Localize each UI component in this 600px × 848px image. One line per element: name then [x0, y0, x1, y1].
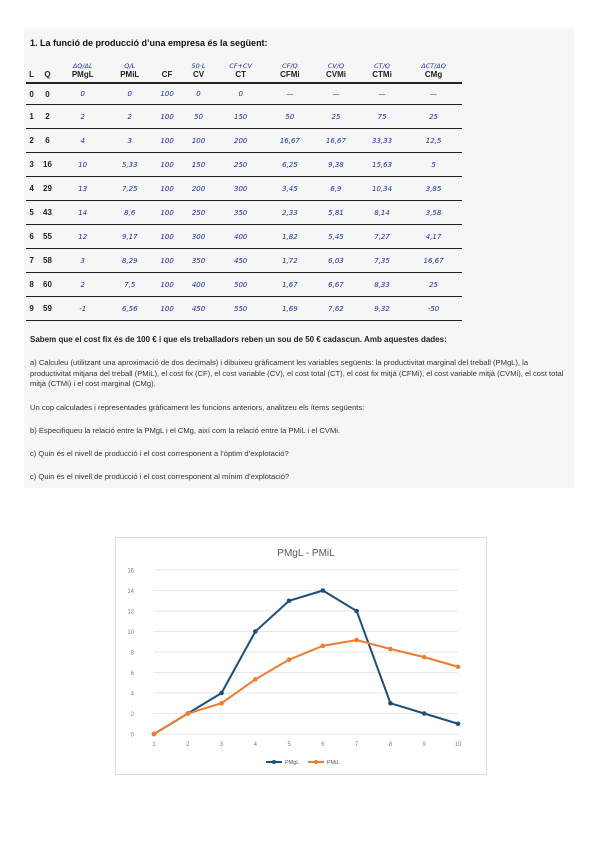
cell-value: 100: [160, 90, 174, 98]
cell-value: 2: [80, 112, 85, 121]
data-point-pmgl: [219, 691, 224, 696]
cell-value: 16,67: [325, 136, 346, 145]
cell-value: 3,85: [425, 184, 442, 193]
cell-value: 5,45: [328, 232, 344, 241]
cell-value: 2: [80, 280, 85, 289]
cell-value: 350: [234, 208, 248, 217]
cell-value: 100: [160, 184, 174, 193]
cell-value: 7,35: [374, 256, 390, 265]
data-point-pmil: [354, 638, 359, 643]
cell-value: 12,5: [425, 136, 442, 145]
cell-value: 50: [285, 112, 295, 121]
cell-value: 6,9: [330, 184, 342, 193]
cell-l: 2: [29, 136, 34, 145]
cell-q: 60: [43, 280, 52, 289]
x-tick-label: 1: [152, 742, 156, 748]
cell-value: 75: [377, 112, 387, 121]
cell-value: 7,62: [328, 304, 344, 313]
data-point-pmgl: [287, 598, 292, 603]
cell-value: 3,45: [282, 184, 298, 193]
header-note: 50·L: [191, 62, 206, 70]
cell-value: -1: [79, 304, 87, 313]
cell-value: 33,33: [372, 136, 393, 145]
cell-value: 500: [234, 280, 248, 289]
header-note: ΔCT/ΔQ: [421, 62, 446, 70]
cell-value: 100: [160, 136, 174, 145]
data-point-pmgl: [456, 721, 461, 726]
cell-value: 25: [331, 112, 341, 121]
cell-value: 10,34: [372, 184, 393, 193]
cell-l: 4: [29, 184, 34, 193]
question-c-minimum: c) Quin és el nivell de producció i el cost corresponent al mínim d’explotació?: [30, 472, 290, 481]
cell-l: 9: [29, 304, 34, 313]
question-c-optimum: c) Quin és el nivell de producció i el cost corresponent a l’òptim d’explotació?: [30, 449, 289, 458]
cell-value: 1,67: [282, 280, 298, 289]
cell-value: 200: [191, 184, 206, 193]
data-point-pmgl: [253, 629, 258, 634]
cell-l: 7: [29, 256, 34, 265]
cell-value: 6,25: [282, 160, 298, 169]
cell-value: 9,17: [121, 232, 138, 241]
header-label: PMiL: [120, 70, 140, 79]
header-pmgl: [58, 50, 108, 83]
header-label: PMgL: [71, 70, 94, 79]
header-label: CFMi: [280, 70, 300, 79]
data-point-pmgl: [321, 588, 326, 593]
cell-q: 58: [43, 256, 52, 265]
table-row: [26, 225, 462, 249]
header-label: CF: [161, 70, 173, 79]
header-note: CV/Q: [327, 62, 345, 70]
cell-value: —: [378, 90, 386, 98]
y-tick-label: 4: [130, 691, 134, 698]
cell-q: 16: [43, 160, 52, 169]
y-tick-label: 8: [130, 650, 134, 657]
x-tick-label: 10: [454, 742, 462, 748]
cell-value: 14: [78, 208, 88, 217]
cell-value: 9,32: [374, 304, 390, 313]
cell-l: 3: [29, 160, 34, 169]
cell-q: 43: [43, 208, 52, 217]
table-row: [26, 83, 462, 105]
table-row: [26, 201, 462, 225]
header-cv: [182, 50, 214, 83]
y-tick-label: 16: [127, 568, 134, 575]
legend-marker-pmil: [314, 760, 318, 764]
cell-value: 350: [191, 256, 206, 265]
cell-q: 59: [43, 304, 52, 313]
table-row: [26, 129, 462, 153]
cell-value: 100: [160, 160, 174, 169]
data-point-pmil: [422, 655, 427, 660]
series-line-pmil: [154, 640, 458, 734]
cell-value: 300: [191, 232, 206, 241]
cell-value: 3: [127, 136, 132, 145]
cell-value: 300: [234, 184, 248, 193]
header-label: L: [29, 70, 35, 79]
cell-value: 250: [234, 160, 248, 169]
cell-value: 16,67: [279, 136, 300, 145]
cell-value: 13: [78, 184, 88, 193]
cell-value: 150: [191, 160, 206, 169]
y-tick-label: 10: [127, 630, 134, 636]
series-line-pmgl: [154, 591, 458, 735]
cell-q: 2: [45, 112, 50, 121]
chart-svg: [116, 538, 486, 774]
x-tick-label: 7: [354, 742, 359, 748]
cell-value: 5: [431, 160, 436, 169]
cell-value: 25: [429, 280, 438, 289]
cell-value: 4,17: [425, 232, 442, 241]
cell-value: 100: [160, 304, 174, 313]
x-tick-label: 2: [186, 742, 190, 748]
data-point-pmgl: [388, 701, 393, 706]
x-tick-label: 6: [321, 742, 325, 748]
analysis-intro: Un cop calculades i representades gràficament les funcions anteriors, analitzeu els ítems següents:: [30, 403, 365, 412]
cell-value: 6,03: [328, 256, 344, 265]
cell-value: 0: [196, 90, 201, 98]
cell-value: 25: [429, 112, 438, 121]
header-q: [37, 50, 57, 83]
data-point-pmgl: [422, 711, 427, 716]
production-table: [26, 50, 462, 321]
cell-value: 6,67: [328, 280, 344, 289]
problem-statement: Sabem que el cost fix és de 100 € i que els treballadors reben un sou de 50 € cadascun. Amb aquestes dades:: [30, 335, 447, 344]
cell-value: 16,67: [423, 256, 444, 265]
data-point-pmil: [152, 732, 157, 737]
cell-value: 7,27: [374, 232, 390, 241]
cell-value: 100: [160, 208, 174, 217]
cell-value: 8,6: [124, 208, 136, 217]
cell-value: —: [430, 90, 438, 98]
table-row: [26, 105, 462, 129]
cell-l: 5: [29, 208, 34, 217]
cell-value: 7,5: [124, 280, 136, 289]
productivity-chart: [115, 537, 487, 775]
cell-q: 29: [43, 184, 52, 193]
table-row: [26, 153, 462, 177]
cell-value: -50: [427, 304, 440, 313]
cell-value: 5,81: [328, 208, 344, 217]
table-row: [26, 177, 462, 201]
cell-value: 8,33: [374, 280, 390, 289]
cell-value: 50: [194, 112, 203, 121]
cell-q: 6: [45, 136, 50, 145]
table-row: [26, 273, 462, 297]
cell-value: 150: [234, 112, 248, 121]
cell-value: 5,33: [121, 160, 138, 169]
x-tick-label: 4: [253, 742, 258, 748]
y-tick-label: 6: [130, 671, 134, 677]
cell-value: 3: [80, 256, 85, 265]
cell-value: 100: [160, 256, 174, 265]
exercise-heading: 1. La funció de producció d’una empresa és la següent:: [30, 38, 268, 48]
data-point-pmil: [456, 664, 461, 669]
data-point-pmil: [321, 644, 326, 649]
cell-value: 2: [127, 112, 132, 121]
header-label: CTMi: [372, 70, 392, 79]
header-cvmi: [313, 50, 359, 83]
x-tick-label: 9: [422, 742, 426, 748]
data-point-pmil: [219, 701, 224, 706]
cell-l: 6: [29, 232, 34, 241]
cell-value: 550: [234, 304, 248, 313]
header-l: [26, 50, 37, 83]
legend-marker-pmgl: [272, 760, 276, 764]
cell-l: 1: [29, 112, 34, 121]
cell-value: 0: [127, 90, 132, 98]
cell-value: 200: [234, 136, 248, 145]
cell-value: 2,33: [282, 208, 298, 217]
data-point-pmil: [388, 647, 393, 652]
header-label: Q: [44, 70, 51, 79]
cell-value: 450: [234, 256, 248, 265]
cell-value: 100: [191, 136, 206, 145]
cell-value: 1,69: [282, 304, 298, 313]
x-tick-label: 5: [287, 742, 291, 748]
header-label: CMg: [424, 70, 443, 79]
cell-value: 1,82: [282, 232, 298, 241]
header-note: CF+CV: [229, 62, 253, 70]
header-note: Q/L: [124, 62, 136, 70]
cell-value: 6,56: [121, 304, 138, 313]
cell-l: 8: [29, 280, 34, 289]
cell-value: 100: [160, 232, 174, 241]
cell-value: —: [286, 90, 294, 98]
data-point-pmil: [253, 677, 258, 682]
question-a: a) Calculeu (utilitzant una aproximació de dos decimals) i dibuixeu gràficament les variables següents: la productivitat marginal del treball (PMgL), la productivitat mitjana del treball (PMiL), el cost fix (CF), el cost variable (CV), el cost total (CT), el cost fix mitjà (CFMi), el cost variable mitjà (CVMi), el cost total mitjà (CTMi) i el cost marginal (CMg).: [30, 358, 564, 388]
legend-label-pmgl: PMgL: [285, 760, 300, 766]
y-tick-label: 14: [127, 589, 134, 595]
x-tick-label: 8: [388, 742, 393, 748]
data-point-pmil: [185, 711, 190, 716]
cell-value: 400: [234, 232, 248, 241]
cell-value: 15,63: [372, 160, 393, 169]
header-label: CVMi: [325, 70, 346, 79]
cell-value: 7,25: [121, 184, 138, 193]
header-ctmi: [359, 50, 405, 83]
data-point-pmgl: [354, 609, 359, 614]
x-tick-label: 3: [219, 742, 224, 748]
cell-value: 100: [160, 280, 174, 289]
table-row: [26, 297, 462, 321]
cell-l: 0: [29, 89, 34, 99]
header-cf: [152, 50, 183, 83]
header-cfmi: [267, 50, 313, 83]
cell-value: 0: [80, 90, 85, 98]
cell-value: 8,14: [374, 208, 390, 217]
header-ct: [215, 50, 267, 83]
header-note: CF/Q: [282, 62, 298, 70]
question-b: b) Especifiqueu la relació entre la PMgL i el CMg, així com la relació entre la PMiL i el CVMi.: [30, 426, 341, 435]
header-note: ΔQ/ΔL: [72, 62, 93, 70]
cell-q: 55: [43, 232, 52, 241]
header-label: CT: [235, 70, 247, 79]
data-point-pmil: [287, 657, 292, 662]
y-tick-label: 12: [127, 609, 134, 616]
header-label: CV: [192, 70, 205, 79]
y-tick-label: 0: [130, 732, 134, 739]
cell-value: 10: [78, 160, 88, 169]
cell-value: 0: [238, 90, 243, 98]
header-note: CT/Q: [374, 62, 390, 70]
cell-value: 1,72: [282, 256, 298, 265]
header-pmil: [108, 50, 152, 83]
cell-value: 250: [191, 208, 206, 217]
y-tick-label: 2: [130, 712, 134, 718]
cell-value: 100: [160, 112, 174, 121]
cell-value: 12: [78, 232, 88, 241]
cell-value: 8,29: [121, 256, 138, 265]
header-cmg: [405, 50, 462, 83]
cell-value: 4: [80, 136, 85, 145]
legend-label-pmil: PMiL: [327, 760, 340, 766]
cell-value: 9,38: [328, 160, 344, 169]
table-row: [26, 249, 462, 273]
cell-value: 450: [191, 304, 206, 313]
cell-value: 400: [191, 280, 206, 289]
cell-value: —: [332, 90, 340, 98]
cell-value: 3,58: [425, 208, 442, 217]
cell-q: 0: [45, 89, 50, 99]
chart-title: PMgL - PMiL: [277, 548, 335, 559]
